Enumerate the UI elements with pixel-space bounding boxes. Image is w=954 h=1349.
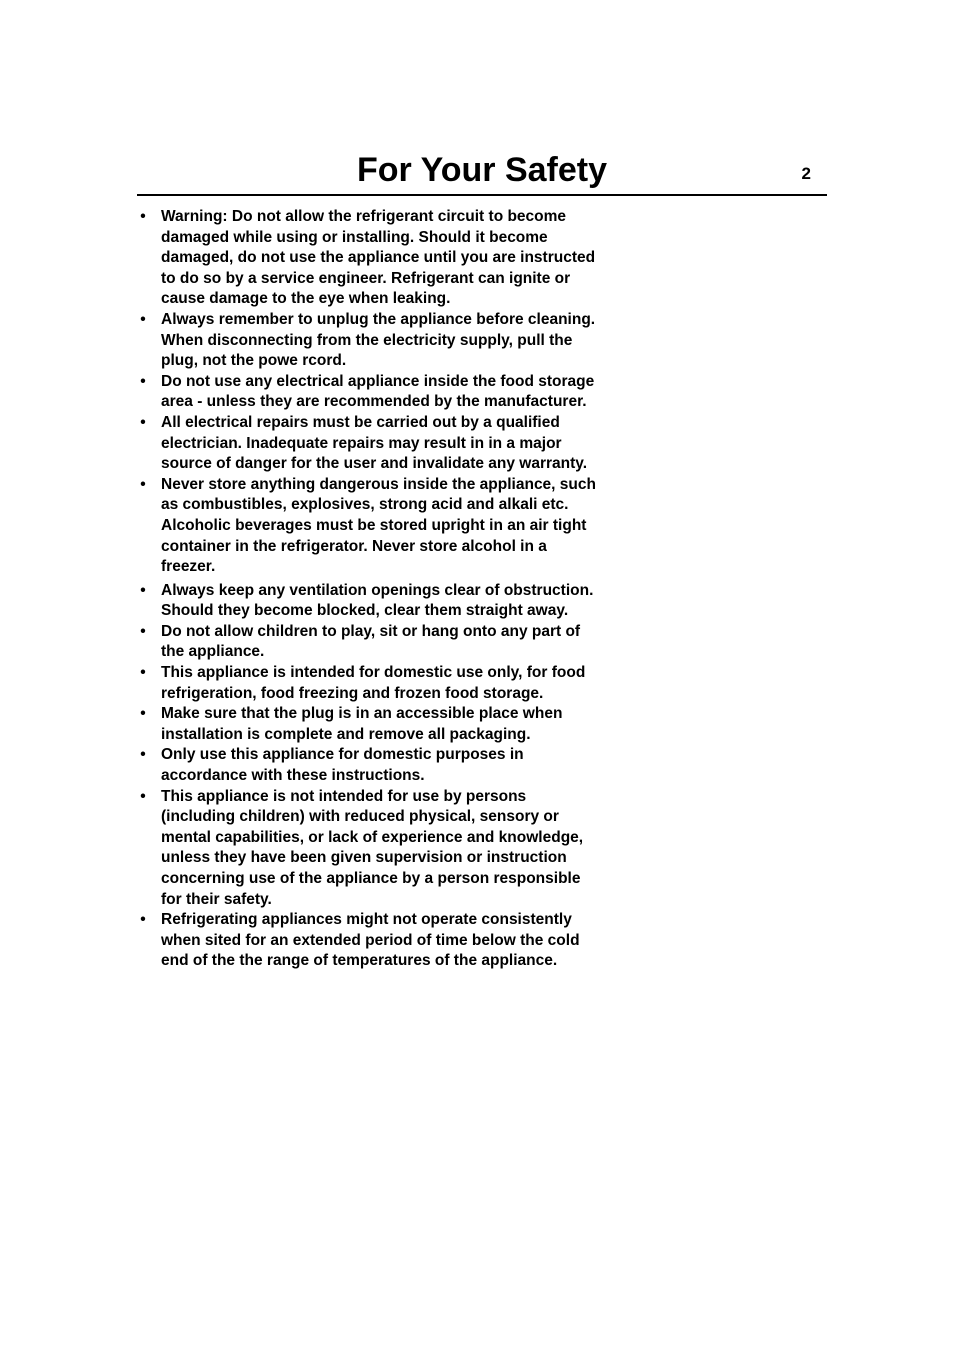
bullet-icon: •	[140, 413, 146, 431]
list-item-text: Never store anything dangerous inside the appliance, such as combustibles, explosives, strong acid and alkali etc. Alcoholic beverages must be stored upright in an air tight container in the refrigerator. Never store alcohol in a freezer.	[161, 475, 596, 576]
safety-item-domestic-use	[137, 663, 607, 704]
safety-item-temperature-range	[137, 910, 607, 972]
safety-item-electrical-appliances	[137, 372, 607, 413]
bullet-icon: •	[140, 310, 146, 328]
list-item-text: This appliance is intended for domestic use only, for food refrigeration, food freezing and frozen food storage.	[161, 664, 586, 702]
list-item-text: Warning: Do not allow the refrigerant circuit to become damaged while using or installing. Should it become damaged, do not use the appliance until you are instructed to do so by a service engineer. Refrigerant can ignite or cause damage to the eye when leaking.	[161, 208, 596, 308]
list-item-text: All electrical repairs must be carried out by a qualified electrician. Inadequate repairs may result in in a major source of danger for the user and invalidate any warranty.	[161, 413, 588, 473]
bullet-icon: •	[140, 746, 146, 764]
bullet-icon: •	[140, 208, 146, 225]
list-item-text: Refrigerating appliances might not operate consistently when sited for an extended period of time below the cold end of the the range of temperatures of the appliance.	[161, 911, 580, 970]
bullet-icon: •	[140, 622, 146, 640]
bullet-icon: •	[140, 664, 146, 682]
list-item-text: This appliance is not intended for use by persons (including children) with reduced physical, sensory or mental capabilities, or lack of experience and knowledge, unless they have been given supervision or instruction concerning use of the appliance by a person responsible for their safety.	[161, 787, 584, 908]
bullet-icon: •	[140, 475, 146, 493]
safety-item-reduced-capabilities	[137, 787, 607, 911]
safety-item-instructions	[137, 745, 607, 786]
safety-item-electrical-repairs	[137, 413, 607, 475]
page-number: 2	[801, 164, 811, 183]
safety-item-ventilation	[137, 581, 607, 622]
list-item-text: Do not use any electrical appliance inside the food storage area - unless they are recommended by the manufacturer.	[161, 372, 595, 411]
bullet-icon: •	[140, 581, 146, 599]
bullet-icon: •	[140, 705, 146, 723]
safety-item-dangerous-storage	[137, 475, 607, 578]
safety-item-refrigerant-warning	[137, 207, 607, 310]
bullet-icon: •	[140, 911, 146, 929]
list-item-text: Do not allow children to play, sit or hang onto any part of the appliance.	[161, 622, 581, 661]
safety-item-unplug	[137, 310, 607, 372]
bullet-icon: •	[140, 372, 146, 390]
list-item-text: Make sure that the plug is in an accessible place when installation is complete and remove all packaging.	[161, 705, 563, 743]
page-title: For Your Safety	[356, 151, 608, 189]
page-header	[137, 146, 827, 196]
safety-item-plug-access	[137, 704, 607, 745]
list-item-text: Always remember to unplug the appliance before cleaning. When disconnecting from the electricity supply, pull the plug, not the powe rcord.	[161, 310, 596, 370]
safety-bullet-list	[137, 207, 607, 972]
bullet-icon: •	[140, 787, 146, 805]
list-item-text: Only use this appliance for domestic purposes in accordance with these instructions.	[161, 746, 524, 785]
safety-item-children	[137, 622, 607, 663]
list-item-text: Always keep any ventilation openings clear of obstruction. Should they become blocked, clear them straight away.	[161, 581, 594, 620]
